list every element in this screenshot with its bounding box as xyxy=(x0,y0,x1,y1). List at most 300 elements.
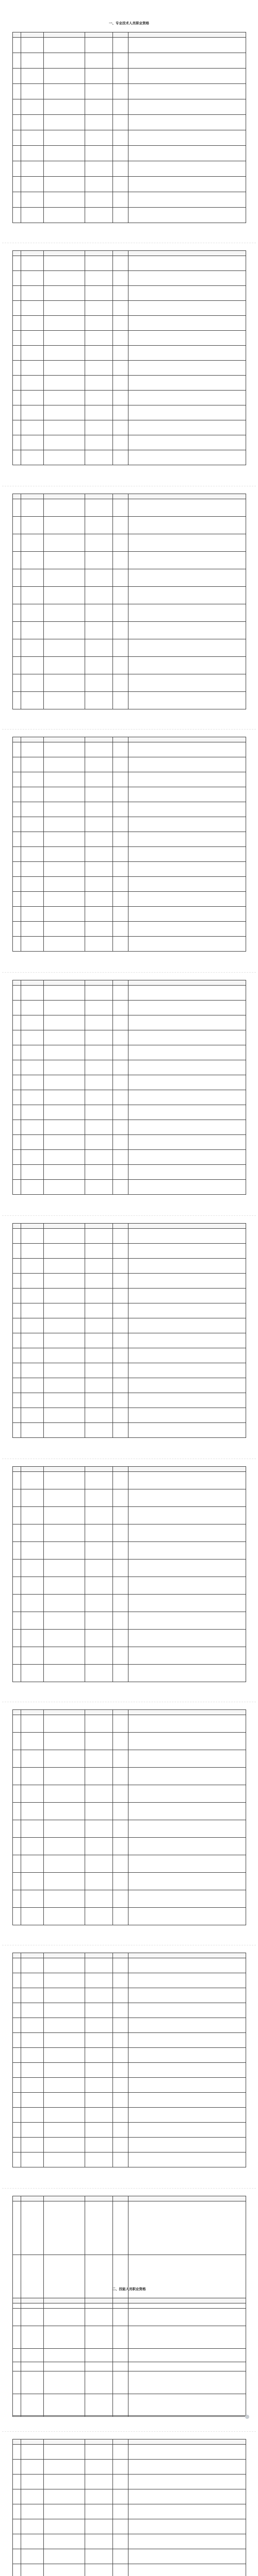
table-cell xyxy=(13,208,21,223)
table-cell xyxy=(85,1165,113,1180)
table-header-cell xyxy=(128,737,246,742)
table-header-cell xyxy=(21,1467,44,1472)
table-cell xyxy=(128,1524,246,1542)
table-cell xyxy=(21,622,44,639)
table-row xyxy=(13,1348,246,1363)
table-cell xyxy=(44,847,85,862)
table-cell xyxy=(13,1075,21,1090)
table-cell xyxy=(113,892,128,907)
table-cell xyxy=(128,534,246,552)
table-cell xyxy=(113,2003,128,2018)
table-cell xyxy=(113,2504,128,2519)
table-cell xyxy=(44,346,85,361)
qualification-table xyxy=(12,2439,246,2576)
table-cell xyxy=(113,1015,128,1030)
table-cell xyxy=(113,569,128,587)
table-header-cell xyxy=(44,251,85,256)
table-row xyxy=(13,1075,246,1090)
table-cell xyxy=(21,2371,44,2394)
table-cell xyxy=(85,376,113,391)
table-header-cell xyxy=(44,1467,85,1472)
table-cell xyxy=(85,499,113,517)
table-cell xyxy=(128,517,246,534)
table-header-row xyxy=(13,1953,246,1958)
table-cell xyxy=(13,1908,21,1925)
table-row xyxy=(13,450,246,465)
table-cell xyxy=(113,2138,128,2153)
table-cell xyxy=(21,99,44,115)
table-row xyxy=(13,1890,246,1908)
table-cell xyxy=(21,604,44,622)
table-row xyxy=(13,256,246,271)
table-cell xyxy=(21,1973,44,1988)
table-cell xyxy=(128,1855,246,1873)
table-cell xyxy=(44,146,85,161)
table-cell xyxy=(113,84,128,99)
table-cell xyxy=(44,877,85,892)
table-cell xyxy=(128,84,246,99)
table-cell xyxy=(44,1289,85,1303)
table-cell xyxy=(44,2349,85,2371)
table-cell xyxy=(85,1560,113,1577)
table-cell xyxy=(44,301,85,316)
table-cell xyxy=(13,1030,21,1045)
table-header-cell xyxy=(128,1467,246,1472)
table-cell xyxy=(128,2078,246,2093)
table-cell xyxy=(128,391,246,405)
table-cell xyxy=(44,622,85,639)
table-cell xyxy=(21,2489,44,2504)
table-row xyxy=(13,376,246,391)
table-cell xyxy=(21,587,44,604)
table-cell xyxy=(128,1542,246,1560)
table-cell xyxy=(21,1768,44,1785)
table-cell xyxy=(85,271,113,286)
table-cell xyxy=(21,1105,44,1120)
table-cell xyxy=(128,1030,246,1045)
table-cell xyxy=(21,1274,44,1289)
table-cell xyxy=(113,2153,128,2167)
table-cell xyxy=(128,1045,246,1060)
table-cell xyxy=(128,2326,246,2349)
table-cell xyxy=(21,517,44,534)
table-cell xyxy=(113,346,128,361)
table-cell xyxy=(13,772,21,787)
table-cell xyxy=(85,639,113,657)
table-cell xyxy=(13,1785,21,1803)
table-cell xyxy=(44,2078,85,2093)
table-cell xyxy=(21,1030,44,1045)
table-cell xyxy=(85,2048,113,2063)
table-cell xyxy=(113,657,128,674)
table-cell xyxy=(13,1001,21,1015)
table-cell xyxy=(85,1890,113,1908)
table-cell xyxy=(113,877,128,892)
table-cell xyxy=(13,1318,21,1333)
qualification-table xyxy=(12,250,246,465)
table-cell xyxy=(21,2394,44,2417)
table-cell xyxy=(85,657,113,674)
table-row xyxy=(13,1507,246,1524)
table-cell xyxy=(113,1750,128,1768)
table-cell xyxy=(44,1015,85,1030)
table-cell xyxy=(21,1595,44,1612)
table-row xyxy=(13,271,246,286)
table-cell xyxy=(113,1318,128,1333)
table-cell xyxy=(113,772,128,787)
table-cell xyxy=(113,2549,128,2564)
table-cell xyxy=(13,1363,21,1378)
table-cell xyxy=(21,1180,44,1195)
table-row xyxy=(13,316,246,331)
table-cell xyxy=(13,1820,21,1838)
table-cell xyxy=(44,1873,85,1890)
table-cell xyxy=(85,1577,113,1595)
table-cell xyxy=(128,2475,246,2489)
table-cell xyxy=(13,361,21,376)
table-cell xyxy=(113,1838,128,1855)
table-cell xyxy=(44,208,85,223)
table-cell xyxy=(13,1274,21,1289)
table-cell xyxy=(44,937,85,952)
table-cell xyxy=(44,2201,85,2255)
table-cell xyxy=(21,2564,44,2576)
table-cell xyxy=(13,2003,21,2018)
table-cell xyxy=(13,1577,21,1595)
table-cell xyxy=(85,2063,113,2078)
table-row xyxy=(13,1988,246,2003)
table-cell xyxy=(21,1958,44,1973)
table-cell xyxy=(113,1363,128,1378)
table-cell xyxy=(21,1890,44,1908)
table-header-cell xyxy=(128,1224,246,1229)
table-row xyxy=(13,2078,246,2093)
table-cell xyxy=(13,2201,21,2255)
table-cell xyxy=(85,2489,113,2504)
table-cell xyxy=(85,1873,113,1890)
table-row xyxy=(13,420,246,435)
table-cell xyxy=(113,2394,128,2417)
table-cell xyxy=(21,832,44,847)
table-cell xyxy=(85,2504,113,2519)
table-cell xyxy=(128,817,246,832)
table-header-row xyxy=(13,2298,246,2303)
table-cell xyxy=(21,2475,44,2489)
table-row xyxy=(13,192,246,208)
table-header-cell xyxy=(128,2298,246,2303)
table-cell xyxy=(85,2326,113,2349)
table-cell xyxy=(44,1507,85,1524)
table-header-cell xyxy=(13,1953,21,1958)
table-row xyxy=(13,622,246,639)
table-cell xyxy=(128,2108,246,2123)
table-row xyxy=(13,1560,246,1577)
table-cell xyxy=(44,1045,85,1060)
table-header-cell xyxy=(113,2298,128,2303)
table-cell xyxy=(85,256,113,271)
table-cell xyxy=(21,1165,44,1180)
table-row xyxy=(13,1001,246,1015)
table-cell xyxy=(128,2018,246,2033)
table-cell xyxy=(128,2153,246,2167)
table-cell xyxy=(128,1733,246,1750)
table-cell xyxy=(113,376,128,391)
table-cell xyxy=(44,2534,85,2549)
table-cell xyxy=(21,2108,44,2123)
table-header-cell xyxy=(85,1953,113,1958)
table-cell xyxy=(44,2048,85,2063)
table-cell xyxy=(44,1785,85,1803)
table-cell xyxy=(21,817,44,832)
table-header-row xyxy=(13,251,246,256)
table-cell xyxy=(13,2063,21,2078)
table-header-cell xyxy=(85,494,113,499)
table-cell xyxy=(13,271,21,286)
table-cell xyxy=(21,2003,44,2018)
table-cell xyxy=(21,674,44,692)
table-cell xyxy=(113,2371,128,2394)
table-cell xyxy=(85,1090,113,1105)
table-cell xyxy=(44,1630,85,1647)
table-cell xyxy=(44,2153,85,2167)
table-cell xyxy=(85,301,113,316)
table-cell xyxy=(44,832,85,847)
table-header-cell xyxy=(128,1953,246,1958)
table-cell xyxy=(44,892,85,907)
table-cell xyxy=(21,1820,44,1838)
table-cell xyxy=(21,1577,44,1595)
table-cell xyxy=(128,877,246,892)
table-row xyxy=(13,1785,246,1803)
table-row xyxy=(13,757,246,772)
table-cell xyxy=(44,450,85,465)
table-cell xyxy=(21,2018,44,2033)
table-cell xyxy=(21,1715,44,1733)
table-cell xyxy=(113,674,128,692)
table-cell xyxy=(85,569,113,587)
table-cell xyxy=(85,2534,113,2549)
table-cell xyxy=(21,1612,44,1630)
table-row xyxy=(13,1855,246,1873)
table-cell xyxy=(13,937,21,952)
table-header-cell xyxy=(13,1710,21,1715)
table-header-cell xyxy=(85,251,113,256)
table-row xyxy=(13,84,246,99)
table-cell xyxy=(128,1472,246,1489)
table-cell xyxy=(44,361,85,376)
table-cell xyxy=(21,2138,44,2153)
document-page xyxy=(2,1459,256,1702)
table-cell xyxy=(113,742,128,757)
table-row xyxy=(13,802,246,817)
table-cell xyxy=(13,986,21,1001)
table-header-cell xyxy=(44,32,85,38)
table-cell xyxy=(113,177,128,192)
table-cell xyxy=(85,742,113,757)
table-cell xyxy=(128,1120,246,1135)
table-row xyxy=(13,1524,246,1542)
table-cell xyxy=(85,1489,113,1507)
table-header-cell xyxy=(85,1224,113,1229)
table-header-cell xyxy=(113,1953,128,1958)
table-cell xyxy=(113,435,128,450)
table-cell xyxy=(44,1060,85,1075)
qualification-table xyxy=(12,1709,246,1925)
table-cell xyxy=(113,208,128,223)
table-cell xyxy=(21,405,44,420)
table-cell xyxy=(13,1612,21,1630)
table-cell xyxy=(13,1988,21,2003)
table-cell xyxy=(21,316,44,331)
table-cell xyxy=(44,1120,85,1135)
table-header-cell xyxy=(128,1710,246,1715)
table-cell xyxy=(21,1333,44,1348)
table-header-cell xyxy=(13,1224,21,1229)
table-cell xyxy=(113,1289,128,1303)
table-cell xyxy=(44,1750,85,1768)
table-header-cell xyxy=(85,2298,113,2303)
table-cell xyxy=(128,657,246,674)
table-cell xyxy=(13,346,21,361)
table-cell xyxy=(21,208,44,223)
table-cell xyxy=(13,862,21,877)
table-cell xyxy=(44,1001,85,1015)
table-header-cell xyxy=(113,251,128,256)
table-header-cell xyxy=(44,737,85,742)
table-cell xyxy=(128,2033,246,2048)
table-cell xyxy=(13,331,21,346)
table-cell xyxy=(13,1333,21,1348)
table-row xyxy=(13,2303,246,2326)
table-cell xyxy=(44,1595,85,1612)
table-cell xyxy=(85,1768,113,1785)
table-cell xyxy=(113,2048,128,2063)
table-cell xyxy=(44,2138,85,2153)
table-cell xyxy=(113,587,128,604)
table-cell xyxy=(85,2003,113,2018)
table-header-cell xyxy=(85,1710,113,1715)
table-cell xyxy=(113,1665,128,1682)
table-cell xyxy=(85,2349,113,2371)
table-cell xyxy=(44,1542,85,1560)
table-cell xyxy=(113,2445,128,2460)
table-row xyxy=(13,208,246,223)
table-cell xyxy=(85,802,113,817)
table-cell xyxy=(128,2519,246,2534)
table-cell xyxy=(44,161,85,177)
table-header-cell xyxy=(21,737,44,742)
table-cell xyxy=(85,1030,113,1045)
table-cell xyxy=(128,1060,246,1075)
table-cell xyxy=(113,604,128,622)
table-cell xyxy=(21,1244,44,1259)
table-cell xyxy=(44,1150,85,1165)
table-row xyxy=(13,832,246,847)
table-cell xyxy=(128,2489,246,2504)
table-row xyxy=(13,2519,246,2534)
table-cell xyxy=(128,552,246,569)
table-cell xyxy=(21,986,44,1001)
table-cell xyxy=(13,256,21,271)
table-cell xyxy=(13,1630,21,1647)
table-cell xyxy=(21,1524,44,1542)
table-cell xyxy=(113,2063,128,2078)
table-cell xyxy=(21,376,44,391)
table-cell xyxy=(44,1988,85,2003)
table-cell xyxy=(21,2326,44,2349)
table-cell xyxy=(44,1560,85,1577)
table-header-cell xyxy=(113,2196,128,2201)
table-cell xyxy=(21,1873,44,1890)
table-cell xyxy=(13,1873,21,1890)
table-header-cell xyxy=(21,2298,44,2303)
table-row xyxy=(13,301,246,316)
table-row xyxy=(13,2138,246,2153)
table-cell xyxy=(85,1274,113,1289)
table-cell xyxy=(13,569,21,587)
table-cell xyxy=(128,892,246,907)
table-cell xyxy=(13,1524,21,1542)
table-header-cell xyxy=(113,1467,128,1472)
table-cell xyxy=(85,1507,113,1524)
table-cell xyxy=(128,1259,246,1274)
table-header-cell xyxy=(85,1467,113,1472)
table-cell xyxy=(113,2078,128,2093)
table-row xyxy=(13,1363,246,1378)
table-cell xyxy=(44,2564,85,2576)
table-cell xyxy=(44,1958,85,1973)
table-cell xyxy=(128,1274,246,1289)
table-cell xyxy=(128,922,246,937)
table-cell xyxy=(85,832,113,847)
table-cell xyxy=(85,1105,113,1120)
table-cell xyxy=(113,1348,128,1363)
table-cell xyxy=(21,1259,44,1274)
table-cell xyxy=(21,1289,44,1303)
table-cell xyxy=(44,391,85,405)
table-cell xyxy=(128,2460,246,2475)
table-cell xyxy=(44,2519,85,2534)
table-cell xyxy=(128,2371,246,2394)
table-cell xyxy=(44,84,85,99)
table-cell xyxy=(113,1595,128,1612)
table-cell xyxy=(13,622,21,639)
table-cell xyxy=(113,405,128,420)
table-row xyxy=(13,674,246,692)
table-header-cell xyxy=(13,2298,21,2303)
table-cell xyxy=(13,2326,21,2349)
table-cell xyxy=(85,420,113,435)
document-page xyxy=(2,730,256,973)
table-cell xyxy=(21,1908,44,1925)
table-cell xyxy=(44,1318,85,1333)
table-cell xyxy=(128,2093,246,2108)
table-cell xyxy=(128,1595,246,1612)
table-cell xyxy=(85,1715,113,1733)
table-header-cell xyxy=(44,1953,85,1958)
table-cell xyxy=(113,286,128,301)
table-cell xyxy=(128,1303,246,1318)
table-cell xyxy=(113,1873,128,1890)
table-row xyxy=(13,2489,246,2504)
table-row xyxy=(13,2460,246,2475)
table-header-cell xyxy=(85,2196,113,2201)
table-cell xyxy=(13,1542,21,1560)
table-cell xyxy=(128,1229,246,1244)
table-cell xyxy=(21,2201,44,2255)
table-cell xyxy=(128,161,246,177)
table-cell xyxy=(113,256,128,271)
